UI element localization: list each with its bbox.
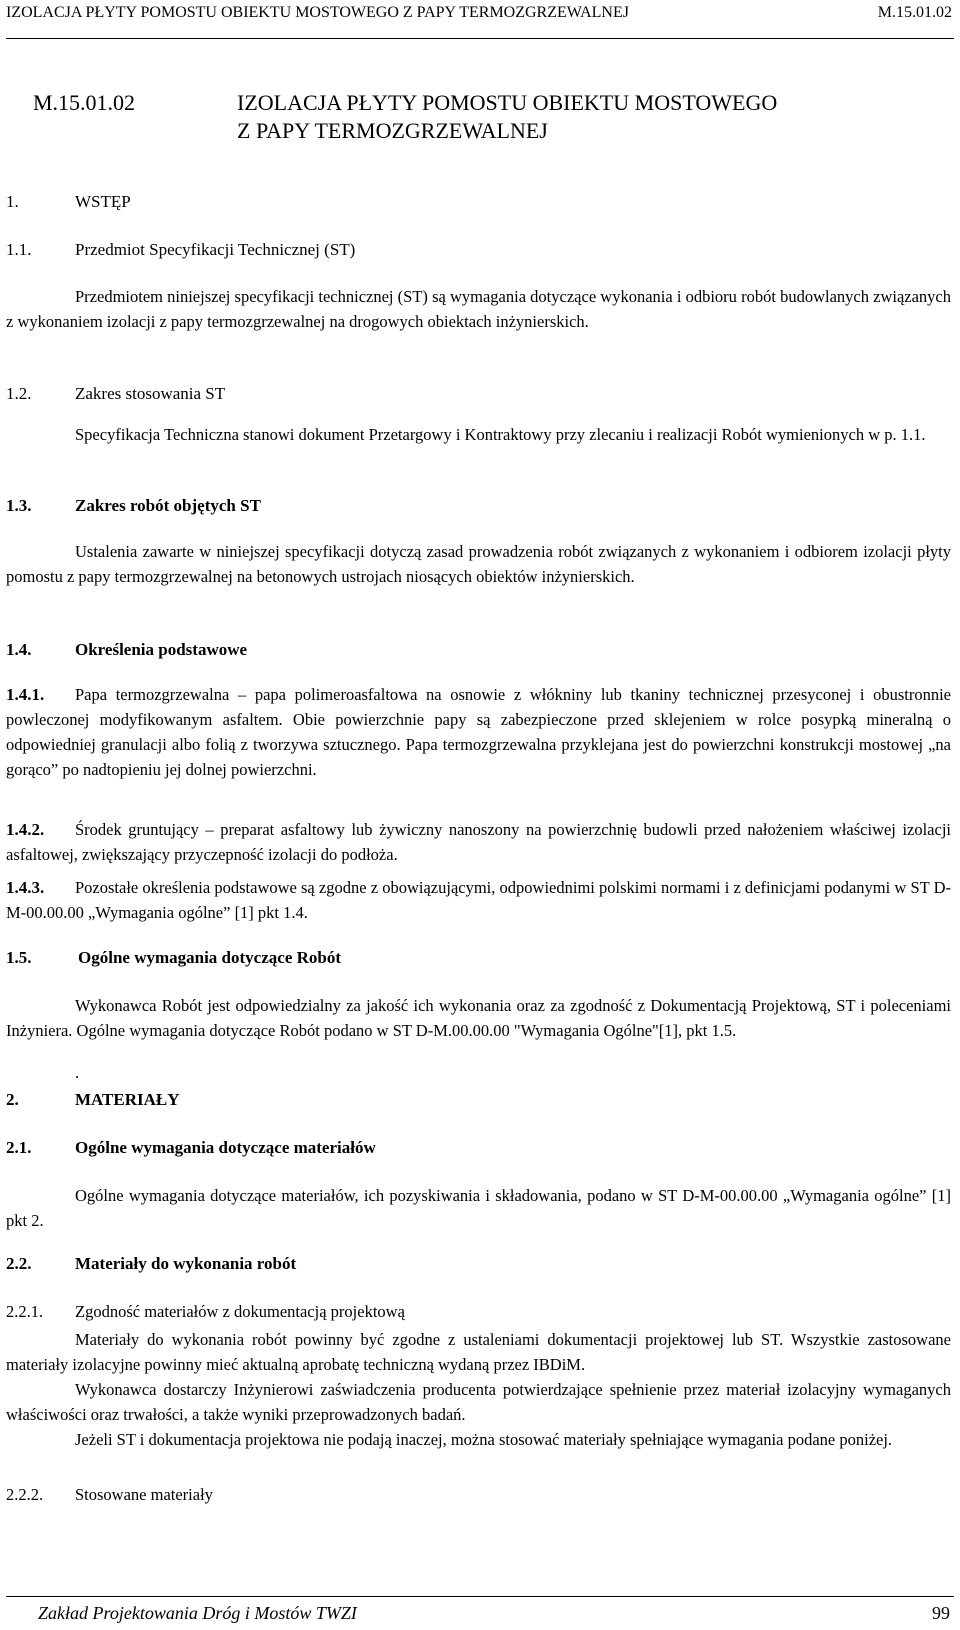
- section-2-2-1-paragraph-3: Jeżeli ST i dokumentacja projektowa nie podają inaczej, można stosować materiały spełniające wymagania podane poniżej.: [75, 1430, 893, 1449]
- running-header-code: M.15.01.02: [877, 4, 952, 21]
- footer-institution: Zakład Projektowania Dróg i Mostów TWZI: [38, 1603, 357, 1623]
- page-number: 99: [932, 1603, 950, 1623]
- section-2-title: MATERIAŁY: [75, 1090, 180, 1109]
- section-1-4-2-number: 1.4.2.: [6, 820, 45, 839]
- section-2-2-1-title: Zgodność materiałów z dokumentacją projektową: [75, 1302, 405, 1321]
- section-2-1-number: 2.1.: [6, 1138, 32, 1157]
- section-1-1-title: Przedmiot Specyfikacji Technicznej (ST): [75, 240, 356, 259]
- running-header-title: IZOLACJA PŁYTY POMOSTU OBIEKTU MOSTOWEGO Z PAPY TERMOZGRZEWALNEJ: [6, 4, 629, 21]
- section-1-5-number: 1.5.: [6, 948, 32, 967]
- section-1-4-2-body: Środek gruntujący – preparat asfaltowy lub żywiczny nanoszony na powierzchnię budowli przed nałożeniem właściwej izolacji asfaltowej, zwiększający przyczepność izolacji do podłoża.: [6, 820, 951, 864]
- section-1-4-title: Określenia podstawowe: [75, 640, 248, 659]
- section-2-2-2-number: 2.2.2.: [6, 1485, 44, 1504]
- section-2-2-title: Materiały do wykonania robót: [75, 1254, 297, 1273]
- section-1-2-number: 1.2.: [6, 384, 32, 403]
- section-2-number: 2.: [6, 1090, 19, 1109]
- header-rule: [6, 38, 954, 39]
- title-line-1: IZOLACJA PŁYTY POMOSTU OBIEKTU MOSTOWEGO: [237, 90, 778, 115]
- section-1-3-body: Ustalenia zawarte w niniejszej specyfikacji dotyczą zasad prowadzenia robót związanych z wykonaniem i odbiorem izolacji płyty pomostu z papy termozgrzewalnej na betonowych ustrojach niosących obiektów inżynierskich.: [6, 542, 951, 586]
- section-1-2-body: Specyfikacja Techniczna stanowi dokument Przetargowy i Kontraktowy przy zlecaniu i realizacji Robót wymienionych w p. 1.1.: [75, 425, 926, 444]
- section-2-2-2-title: Stosowane materiały: [75, 1485, 213, 1504]
- section-1-title: WSTĘP: [75, 192, 131, 211]
- section-1-5-body: Wykonawca Robót jest odpowiedzialny za jakość ich wykonania oraz za zgodność z Dokumentacją Projektową, ST i poleceniami Inżyniera. Ogólne wymagania dotyczące Robót podano w ST D-M.00.00.00 "Wymagania Ogólne"[1], pkt 1.5.: [6, 996, 951, 1040]
- section-2-2-1-number: 2.2.1.: [6, 1302, 44, 1321]
- section-2-1-title: Ogólne wymagania dotyczące materiałów: [75, 1138, 376, 1157]
- section-1-3-title: Zakres robót objętych ST: [75, 496, 261, 515]
- section-1-5-title: Ogólne wymagania dotyczące Robót: [78, 948, 342, 967]
- title-line-2: Z PAPY TERMOZGRZEWALNEJ: [237, 118, 548, 143]
- section-1-4-1-body: Papa termozgrzewalna – papa polimeroasfaltowa na osnowie z włókniny lub tkaniny technicznej przesyconej i obustronnie powleczonej modyfikowanym asfaltem. Obie powierzchnie papy są zabezpieczone przed sklejeniem w rolce posypką mineralną o odpowiedniej granulacji albo folią z tworzywa sztucznego. Papa termozgrzewalna przyklejana jest do powierzchni konstrukcji mostowej „na gorąco” po nadtopieniu jej dolnej powierzchni.: [6, 685, 951, 779]
- footer-rule: [6, 1596, 954, 1597]
- section-1-4-number: 1.4.: [6, 640, 32, 659]
- section-1-1-body: Przedmiotem niniejszej specyfikacji technicznej (ST) są wymagania dotyczące wykonania i odbioru robót budowlanych związanych z wykonaniem izolacji z papy termozgrzewalnej na drogowych obiektach inżynierskich.: [6, 287, 951, 331]
- section-1-1-number: 1.1.: [6, 240, 32, 259]
- section-1-4-1-number: 1.4.1.: [6, 685, 45, 704]
- section-2-1-body: Ogólne wymagania dotyczące materiałów, ich pozyskiwania i składowania, podano w ST D-M-00.00.00 „Wymagania ogólne” [1] pkt 2.: [6, 1186, 951, 1230]
- stray-dot: .: [75, 1063, 80, 1082]
- section-1-3-number: 1.3.: [6, 496, 32, 515]
- section-1-number: 1.: [6, 192, 19, 211]
- section-2-2-number: 2.2.: [6, 1254, 32, 1273]
- section-1-2-title: Zakres stosowania ST: [75, 384, 226, 403]
- section-1-4-3-body: Pozostałe określenia podstawowe są zgodne z obowiązującymi, odpowiednimi polskimi normami i z definicjami podanymi w ST D-M-00.00.00 „Wymagania ogólne” [1] pkt 1.4.: [6, 878, 951, 922]
- section-1-4-3-number: 1.4.3.: [6, 878, 45, 897]
- section-2-2-1-paragraph-2: Wykonawca dostarczy Inżynierowi zaświadczenia producenta potwierdzające spełnienie przez materiał izolacyjny wymaganych właściwości oraz trwałości, a także wyniki przeprowadzonych badań.: [6, 1380, 951, 1424]
- spec-code: M.15.01.02: [33, 90, 136, 115]
- section-2-2-1-paragraph-1: Materiały do wykonania robót powinny być zgodne z ustaleniami dokumentacji projektowej lub ST. Wszystkie zastosowane materiały izolacyjne powinny mieć aktualną aprobatę techniczną wydaną przez IBDiM.: [6, 1330, 951, 1374]
